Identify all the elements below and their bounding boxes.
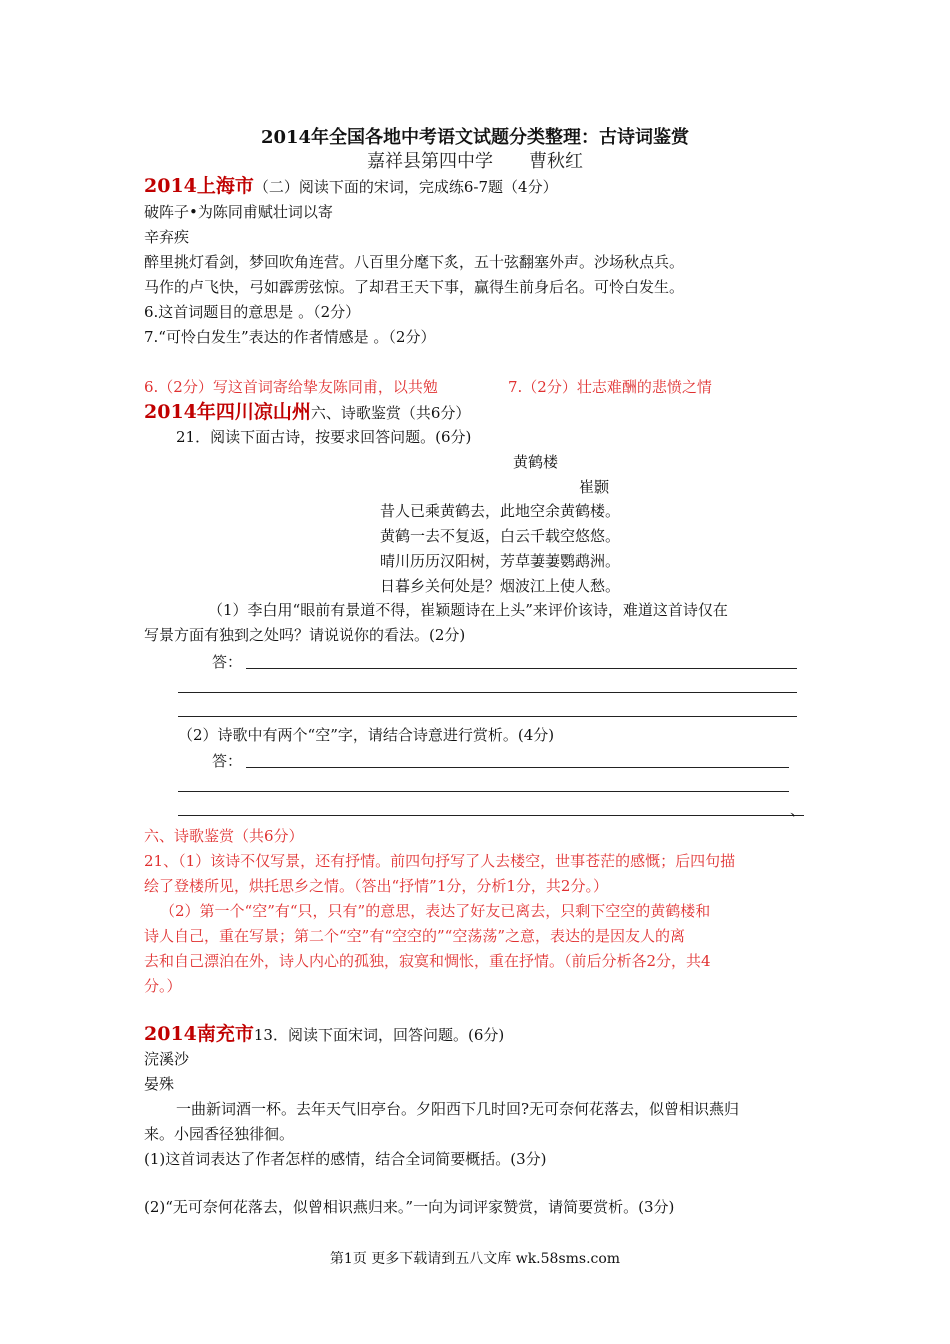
s2-poem-title: 黄鹤楼 — [513, 453, 559, 471]
s2-poem-line-3: 晴川历历汉阳树，芳草萋萋鹦鹉洲。 — [380, 552, 621, 570]
stray-comma: 、 — [790, 801, 806, 819]
s2-answer-1b: 绘了登楼所见，烘托思乡之情。（答出“抒情”1分，分析1分，共2分。） — [144, 877, 608, 895]
s1-answer-6: 6.（2分）写这首词寄给挚友陈同甫，以共勉 — [144, 378, 438, 396]
s3-heading — [144, 1024, 504, 1045]
s2-answer-heading: 六、诗歌鉴赏（共6分） — [144, 827, 304, 845]
s2-heading — [144, 402, 470, 423]
s2-poem-line-1: 昔人已乘黄鹤去，此地空余黄鹤楼。 — [380, 502, 621, 520]
answer-line[interactable] — [246, 767, 789, 768]
s2-question-21: 21．阅读下面古诗，按要求回答问题。(6分) — [176, 428, 472, 446]
s1-region: 2014上海市 — [144, 175, 254, 197]
answer-line[interactable] — [178, 716, 797, 717]
s3-intro: 13．阅读下面宋词，回答问题。(6分) — [253, 1026, 505, 1044]
s3-question-1: (1)这首词表达了作者怎样的感情，结合全词简要概括。(3分) — [144, 1150, 547, 1168]
page-footer: 第1页 更多下载请到五八文库 wk.58sms.com — [329, 1251, 621, 1267]
answer-line[interactable] — [246, 668, 797, 669]
s2-poem-line-2: 黄鹤一去不复返，白云千载空悠悠。 — [380, 527, 621, 545]
s2-sub-question-1a: （1）李白用“眼前有景道不得，崔颖题诗在上头”来评价该诗，难道这首诗仅在 — [208, 601, 728, 619]
answer-line[interactable] — [178, 692, 797, 693]
s2-answer-label-2: 答： — [212, 752, 243, 770]
answer-line[interactable] — [178, 791, 789, 792]
answer-line[interactable] — [178, 815, 804, 816]
s2-answer-2d: 分。） — [144, 977, 182, 995]
document-title: 2014年全国各地中考语文试题分类整理：古诗词鉴赏 — [260, 127, 690, 148]
s3-poem-text-1: 一曲新词酒一杯。去年天气旧亭台。夕阳西下几时回?无可奈何花落去，似曾相识燕归 — [176, 1100, 740, 1118]
s1-question-7: 7.“可怜白发生”表达的作者情感是 。（2分） — [144, 328, 436, 346]
s1-question-6: 6.这首词题目的意思是 。（2分） — [144, 303, 361, 321]
s3-poem-text-2: 来。小园香径独徘徊。 — [144, 1125, 295, 1143]
s1-intro: （二）阅读下面的宋词，完成练6-7题（4分） — [253, 178, 558, 196]
author-line: 嘉祥县第四中学 曹秋红 — [367, 151, 583, 172]
s1-poet: 辛弃疾 — [144, 228, 190, 246]
s2-poem-line-4: 日暮乡关何处是？烟波江上使人愁。 — [380, 577, 621, 595]
s1-poem-title: 破阵子•为陈同甫赋壮词以寄 — [144, 203, 333, 221]
s2-sub-question-1b: 写景方面有独到之处吗？请说说你的看法。(2分) — [144, 626, 466, 644]
s3-poem-title: 浣溪沙 — [144, 1050, 190, 1068]
s2-poet: 崔颢 — [579, 478, 610, 496]
s2-answer-2a: （2）第一个“空”有“只，只有”的意思，表达了好友已离去，只剩下空空的黄鹤楼和 — [160, 902, 711, 920]
s1-poem-line-1: 醉里挑灯看剑，梦回吹角连营。八百里分麾下炙，五十弦翻塞外声。沙场秋点兵。 — [144, 253, 685, 271]
s2-answer-2b: 诗人自己，重在写景；第二个“空”有“空空的”“空荡荡”之意，表达的是因友人的离 — [144, 927, 686, 945]
s3-poet: 晏殊 — [144, 1075, 175, 1093]
s1-heading — [144, 176, 558, 197]
s3-question-2: (2)“无可奈何花落去，似曾相识燕归来。”一向为词评家赞赏，请简要赏析。(3分) — [144, 1198, 675, 1216]
s1-answer-7: 7.（2分）壮志难酬的悲愤之情 — [508, 378, 712, 396]
s3-region: 2014南充市 — [144, 1023, 254, 1045]
s2-region: 2014年四川凉山州 — [144, 401, 311, 423]
s2-answer-label-1: 答： — [212, 653, 243, 671]
s2-answer-2c: 去和自己漂泊在外，诗人内心的孤独，寂寞和惆怅，重在抒情。（前后分析各2分，共4 — [144, 952, 711, 970]
s2-section: 六、诗歌鉴赏（共6分） — [310, 404, 471, 422]
s2-answer-1a: 21、（1）该诗不仅写景，还有抒情。前四句抒写了人去楼空，世事苍茫的感慨；后四句描 — [144, 852, 736, 870]
s1-poem-line-2: 马作的卢飞快，弓如霹雳弦惊。了却君王天下事，赢得生前身后名。可怜白发生。 — [144, 278, 685, 296]
s2-sub-question-2: （2）诗歌中有两个“空”字，请结合诗意进行赏析。(4分) — [178, 726, 555, 744]
